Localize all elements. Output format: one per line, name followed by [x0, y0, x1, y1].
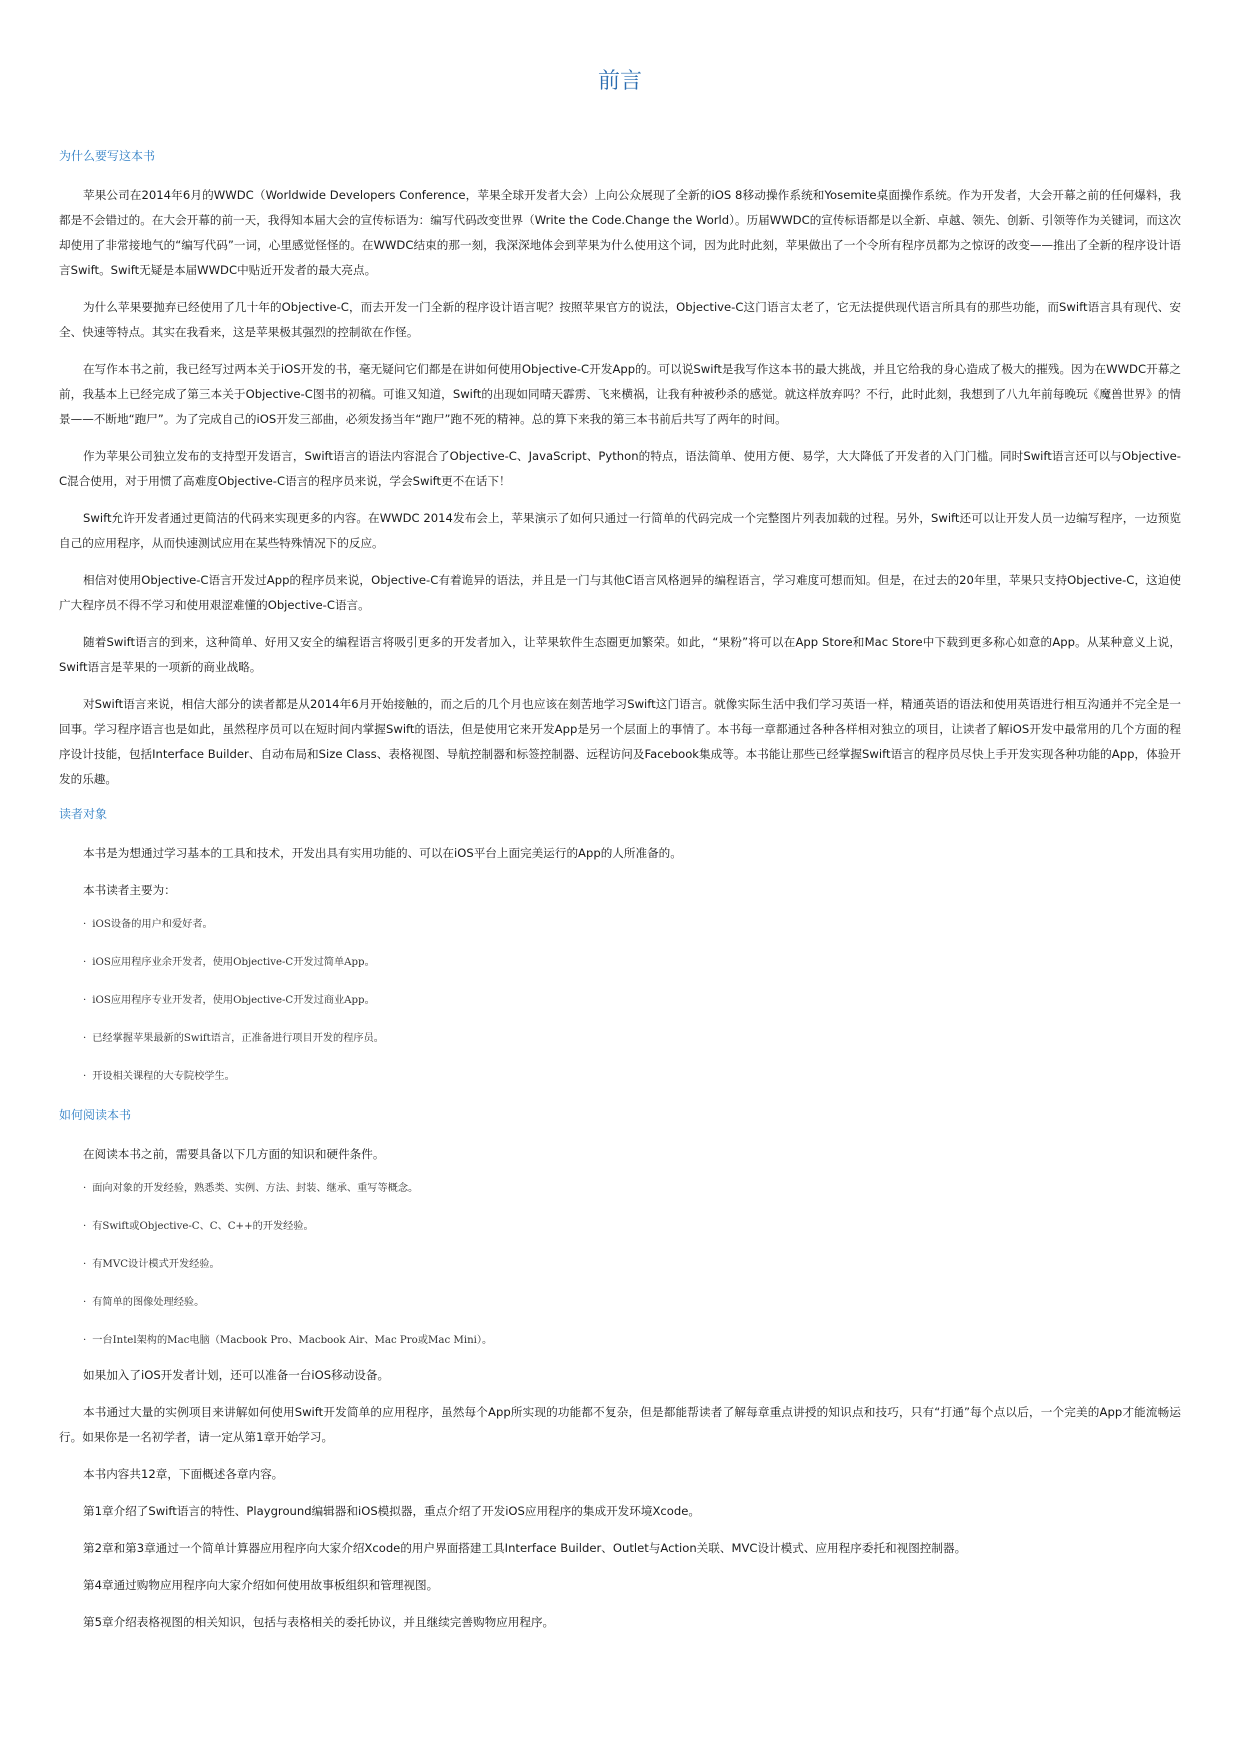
list-item	[83, 917, 1181, 933]
bullet-marker: ·	[83, 1259, 87, 1270]
paragraph: 第4章通过购物应用程序向大家介绍如何使用故事板组织和管理视图。	[83, 1578, 439, 1592]
document-body	[59, 148, 1181, 1647]
paragraph: 苹果公司在2014年6月的WWDC（Worldwide Developers Conference，苹果全球开发者大会）上向公众展现了全新的iOS 8移动操作系统和Yosemite桌面操作系统。作为开发者，大会开幕之前的任何爆料，我都是不会错过的。在大会开幕的前一天，我得知本届大会的宣传标语为：编写代码改变世界（Write the Code.Change the World）。历届WWDC的宣传标语都是以全新、卓越、领先、创新、引领等作为关键词，而这次却使用了非常接地气的“编写代码”一词，心里感觉怪怪的。在WWDC结束的那一刻，我深深地体会到苹果为什么使用这个词，因为此时此刻，苹果做出了一个令所有程序员都为之惊讶的改变——推出了全新的程序设计语言Swift。Swift无疑是本届WWDC中贴近开发者的最大亮点。	[59, 188, 1181, 277]
list-item	[83, 955, 1181, 971]
bullet-marker: ·	[83, 1335, 87, 1346]
section-heading-how-to-read: 如何阅读本书	[59, 1108, 132, 1122]
list-item	[83, 1031, 1181, 1047]
section-heading-audience: 读者对象	[59, 807, 108, 821]
paragraph: 相信对使用Objective-C语言开发过App的程序员来说，Objective-C有着诡异的语法，并且是一门与其他C语言风格迥异的编程语言，学习难度可想而知。但是，在过去的20年里，苹果只支持Objective-C，这迫使广大程序员不得不学习和使用艰涩难懂的Objective-C语言。	[59, 573, 1181, 612]
paragraph: 本书内容共12章，下面概述各章内容。	[83, 1467, 284, 1481]
list-item	[83, 1257, 1181, 1273]
bullet-marker: ·	[83, 995, 87, 1006]
paragraph: 随着Swift语言的到来，这种简单、好用又安全的编程语言将吸引更多的开发者加入，让苹果软件生态圈更加繁荣。如此，“果粉”将可以在App Store和Mac Store中下载到更多称心如意的App。从某种意义上说，Swift语言是苹果的一项新的商业战略。	[59, 635, 1181, 674]
paragraph: 作为苹果公司独立发布的支持型开发语言，Swift语言的语法内容混合了Objective-C、JavaScript、Python的特点，语法简单、使用方便、易学，大大降低了开发者的入门门槛。同时Swift语言还可以与Objective-C混合使用，对于用惯了高难度Objective-C语言的程序员来说，学会Swift更不在话下！	[59, 449, 1181, 488]
paragraph: 第5章介绍表格视图的相关知识，包括与表格相关的委托协议，并且继续完善购物应用程序。	[83, 1615, 555, 1629]
paragraph: 本书通过大量的实例项目来讲解如何使用Swift开发简单的应用程序，虽然每个App所实现的功能都不复杂，但是都能帮读者了解每章重点讲授的知识点和技巧，只有“打通”每个点以后，一个完美的App才能流畅运行。如果你是一名初学者，请一定从第1章开始学习。	[59, 1405, 1181, 1444]
list-item	[83, 1069, 1181, 1085]
list-item-text: 面向对象的开发经验，熟悉类、实例、方法、封装、继承、重写等概念。	[92, 1183, 419, 1194]
paragraph: 为什么苹果要抛弃已经使用了几十年的Objective-C，而去开发一门全新的程序设计语言呢？按照苹果官方的说法，Objective-C这门语言太老了，它无法提供现代语言所具有的那些功能，而Swift语言具有现代、安全、快速等特点。其实在我看来，这是苹果极其强烈的控制欲在作怪。	[59, 300, 1181, 339]
list-item-text: iOS应用程序专业开发者，使用Objective-C开发过商业App。	[92, 995, 375, 1006]
bullet-marker: ·	[83, 1071, 87, 1082]
bullet-marker: ·	[83, 1221, 87, 1232]
paragraph: 本书读者主要为：	[83, 883, 176, 897]
paragraph: 对Swift语言来说，相信大部分的读者都是从2014年6月开始接触的，而之后的几个月也应该在刻苦地学习Swift这门语言。就像实际生活中我们学习英语一样，精通英语的语法和使用英语进行相互沟通并不完全是一回事。学习程序语言也是如此，虽然程序员可以在短时间内掌握Swift的语法，但是使用它来开发App是另一个层面上的事情了。本书每一章都通过各种各样相对独立的项目，让读者了解iOS开发中最常用的几个方面的程序设计技能，包括Interface Builder、自动布局和Size Class、表格视图、导航控制器和标签控制器、远程访问及Facebook集成等。本书能让那些已经掌握Swift语言的程序员尽快上手开发实现各种功能的App，体验开发的乐趣。	[59, 697, 1181, 786]
bullet-marker: ·	[83, 919, 87, 930]
list-item	[83, 1295, 1181, 1311]
paragraph: Swift允许开发者通过更简洁的代码来实现更多的内容。在WWDC 2014发布会上，苹果演示了如何只通过一行简单的代码完成一个完整图片列表加载的过程。另外，Swift还可以让开发人员一边编写程序，一边预览自己的应用程序，从而快速测试应用在某些特殊情况下的反应。	[59, 511, 1181, 550]
list-item-text: 一台Intel架构的Mac电脑（Macbook Pro、Macbook Air、Mac Pro或Mac Mini）。	[92, 1335, 493, 1346]
page-title: 前言	[597, 69, 642, 94]
section-heading-why-write: 为什么要写这本书	[59, 149, 156, 163]
list-item	[83, 993, 1181, 1009]
bullet-marker: ·	[83, 1183, 87, 1194]
paragraph: 第2章和第3章通过一个简单计算器应用程序向大家介绍Xcode的用户界面搭建工具Interface Builder、Outlet与Action关联、MVC设计模式、应用程序委托和视图控制器。	[83, 1541, 967, 1555]
paragraph: 如果加入了iOS开发者计划，还可以准备一台iOS移动设备。	[83, 1368, 390, 1382]
list-item-text: 有Swift或Objective-C、C、C++的开发经验。	[92, 1221, 314, 1232]
paragraph: 第1章介绍了Swift语言的特性、Playground编辑器和iOS模拟器，重点介绍了开发iOS应用程序的集成开发环境Xcode。	[83, 1504, 700, 1518]
bullet-marker: ·	[83, 1297, 87, 1308]
paragraph: 在写作本书之前，我已经写过两本关于iOS开发的书，毫无疑问它们都是在讲如何使用Objective-C开发App的。可以说Swift是我写作这本书的最大挑战，并且它给我的身心造成了极大的摧残。因为在WWDC开幕之前，我基本上已经完成了第三本关于Objective-C图书的初稿。可谁又知道，Swift的出现如同晴天霹雳、飞来横祸，让我有种被秒杀的感觉。就这样放弃吗？不行，此时此刻，我想到了八九年前每晚玩《魔兽世界》的情景——不断地“跑尸”。为了完成自己的iOS开发三部曲，必须发扬当年“跑尸”跑不死的精神。总的算下来我的第三本书前后共写了两年的时间。	[59, 362, 1181, 426]
list-item	[83, 1333, 1181, 1349]
list-item	[83, 1181, 1181, 1197]
list-item	[83, 1219, 1181, 1235]
paragraph: 本书是为想通过学习基本的工具和技术，开发出具有实用功能的、可以在iOS平台上面完美运行的App的人所准备的。	[83, 846, 682, 860]
bullet-marker: ·	[83, 1033, 87, 1044]
list-item-text: 有简单的图像处理经验。	[92, 1297, 205, 1308]
bullet-marker: ·	[83, 957, 87, 968]
paragraph: 在阅读本书之前，需要具备以下几方面的知识和硬件条件。	[83, 1147, 385, 1161]
list-item-text: 有MVC设计模式开发经验。	[92, 1259, 220, 1270]
list-item-text: iOS应用程序业余开发者，使用Objective-C开发过简单App。	[92, 957, 375, 968]
list-item-text: 开设相关课程的大专院校学生。	[92, 1071, 235, 1082]
list-item-text: 已经掌握苹果最新的Swift语言，正准备进行项目开发的程序员。	[92, 1033, 384, 1044]
list-item-text: iOS设备的用户和爱好者。	[92, 919, 213, 930]
